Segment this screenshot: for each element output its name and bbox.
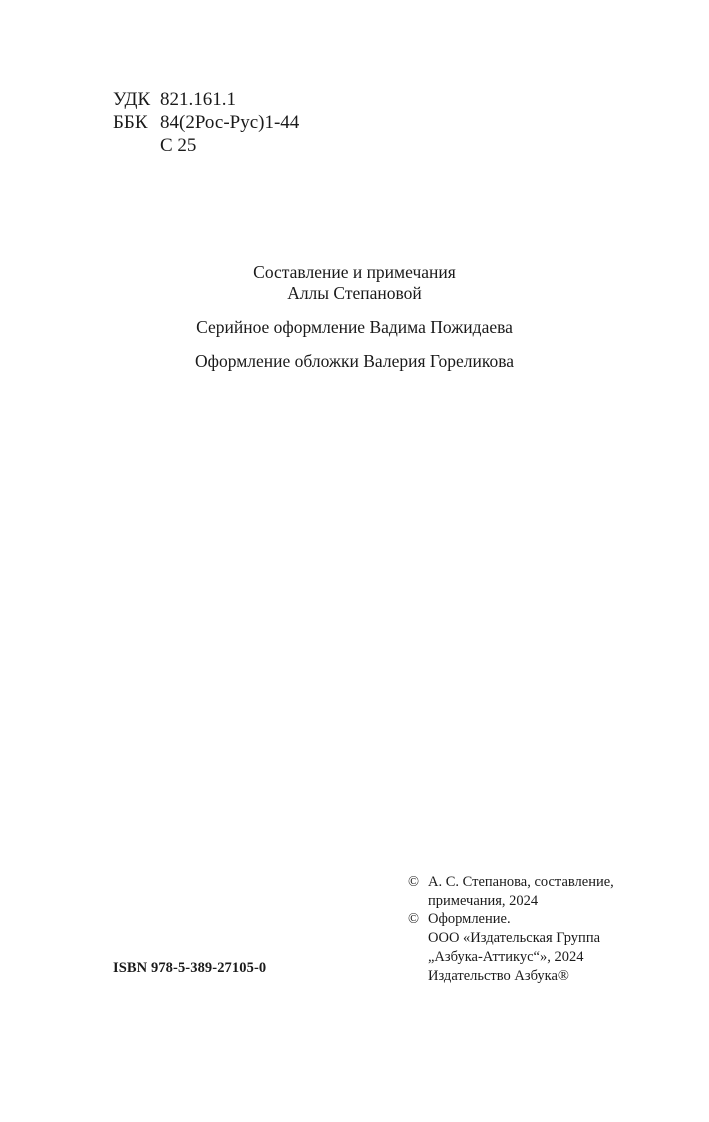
copyright-line: А. С. Степанова, составление, — [428, 874, 614, 890]
copyright-line: примечания, 2024 — [428, 892, 539, 909]
copyright-line: ООО «Издательская Группа — [428, 930, 601, 947]
udk-value: 821.161.1 — [160, 89, 236, 110]
isbn: ISBN 978-5-389-27105-0 — [113, 960, 267, 976]
series-design-line: Серийное оформление Вадима Пожидаева — [196, 317, 513, 337]
compilation-line-1: Составление и примечания — [253, 262, 456, 282]
udk-row — [113, 88, 299, 111]
bbk-label: ББК — [113, 112, 148, 133]
copyright-text — [428, 910, 600, 985]
copyright-entry-design — [408, 910, 614, 985]
cover-design-line: Оформление обложки Валерия Гореликова — [195, 351, 514, 371]
copyright-line: „Азбука-Аттикус“», 2024 — [428, 948, 584, 965]
udk-label: УДК — [113, 89, 151, 110]
cover-design-credit — [0, 351, 709, 372]
bbk-value: 84(2Рос-Рус)1-44 — [160, 112, 300, 133]
copyright-symbol: © — [408, 874, 420, 890]
credits-block — [0, 262, 709, 385]
author-mark-value: С 25 — [160, 135, 197, 156]
copyright-symbol: © — [408, 911, 420, 928]
compilation-credit — [0, 262, 709, 304]
compilation-line-2: Аллы Степановой — [287, 283, 422, 303]
author-mark-row — [113, 134, 299, 157]
copyright-line: Оформление. — [428, 911, 511, 928]
bbk-row — [113, 111, 299, 134]
copyright-line: Издательство Азбука® — [428, 967, 569, 984]
series-design-credit — [0, 317, 709, 338]
author-mark-label — [113, 134, 160, 157]
classification-block — [113, 88, 299, 157]
copyright-block — [408, 873, 614, 985]
copyright-text — [428, 873, 614, 910]
copyright-entry-compiler — [408, 873, 614, 910]
